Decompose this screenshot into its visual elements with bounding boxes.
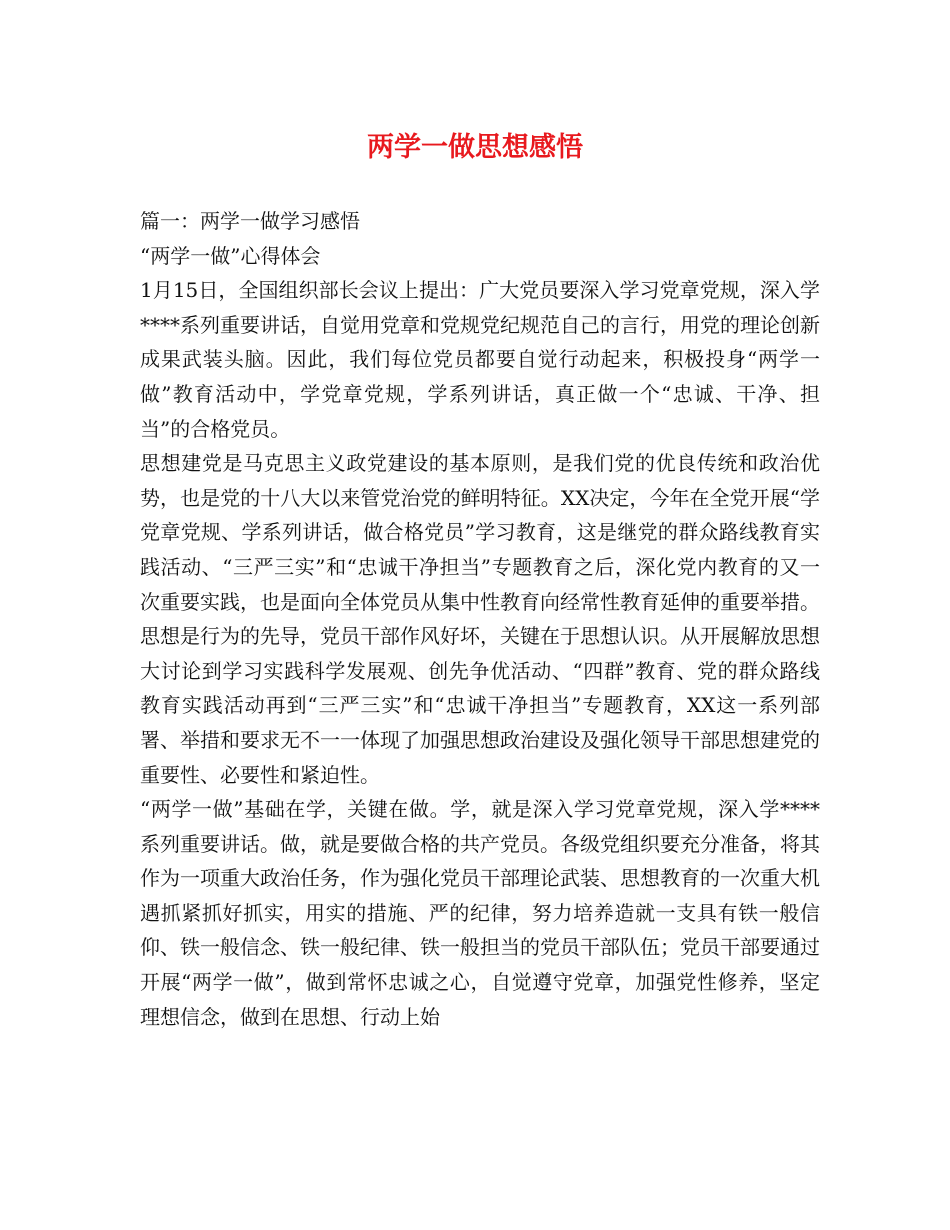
paragraph-3: 思想是行为的先导，党员干部作风好坏，关键在于思想认识。从开展解放思想大讨论到学习实践科学发展观、创先争优活动、“四群”教育、党的群众路线教育实践活动再到“三严三实”和“忠诚干净担当”专题教育，XX这一系列部署、举措和要求无不一一体现了加强思想政治建设及强化领导干部思想建党的重要性、必要性和紧迫性。 — [140, 624, 820, 787]
page-title: 两学一做思想感悟 — [367, 132, 583, 163]
document-body — [140, 204, 820, 1034]
subheading: “两学一做”心得体会 — [140, 243, 321, 268]
section-heading: 篇一：两学一做学习感悟 — [140, 209, 360, 233]
paragraph-2: 思想建党是马克思主义政党建设的基本原则，是我们党的优良传统和政治优势，也是党的十八大以来管党治党的鲜明特征。XX决定，今年在全党开展“学党章党规、学系列讲话，做合格党员”学习教育，这是继党的群众路线教育实践活动、“三严三实”和“忠诚干净担当”专题教育之后，深化党内教育的又一次重要实践，也是面向全体党员从集中性教育向经常性教育延伸的重要举措。 — [140, 451, 820, 614]
paragraph-1: 1月15日，全国组织部长会议上提出：广大党员要深入学习党章党规，深入学****系列重要讲话，自觉用党章和党规党纪规范自己的言行，用党的理论创新成果武装头脑。因此，我们每位党员都要自觉行动起来，积极投身“两学一做”教育活动中，学党章党规，学系列讲话，真正做一个“忠诚、干净、担当”的合格党员。 — [140, 278, 820, 441]
paragraph-4: “两学一做”基础在学，关键在做。学，就是深入学习党章党规，深入学****系列重要讲话。做，就是要做合格的共产党员。各级党组织要充分准备，将其作为一项重大政治任务，作为强化党员干部理论武装、思想教育的一次重大机遇抓紧抓好抓实，用实的措施、严的纪律，努力培养造就一支具有铁一般信仰、铁一般信念、铁一般纪律、铁一般担当的党员干部队伍；党员干部要通过开展“两学一做”，做到常怀忠诚之心，自觉遵守党章，加强党性修养，坚定理想信念，做到在思想、行动上始 — [140, 797, 820, 1029]
